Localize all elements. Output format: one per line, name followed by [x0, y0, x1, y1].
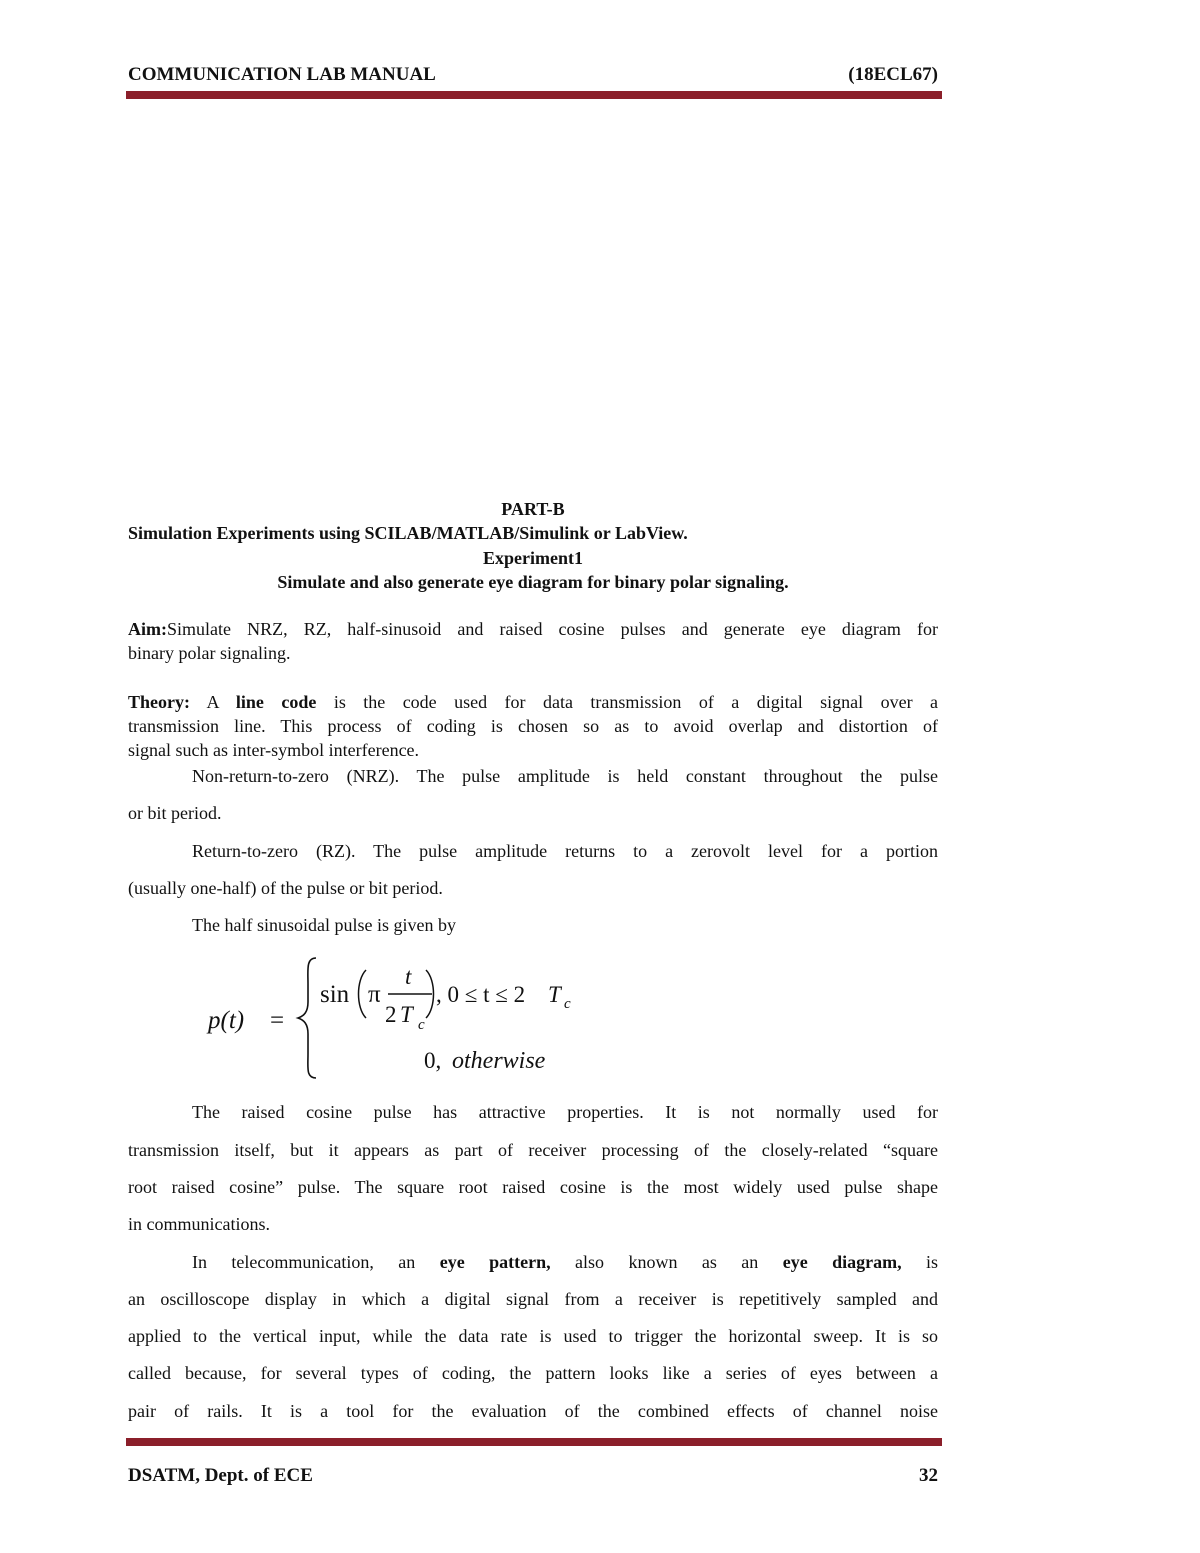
half-sinusoid-equation	[200, 950, 620, 1085]
equation-graphic	[200, 950, 620, 1085]
page-number: 32	[919, 1465, 938, 1486]
raised-cosine-line-4: in communications.	[128, 1214, 270, 1234]
header-course-code: (18ECL67)	[848, 64, 938, 85]
nrz-line-2: or bit period.	[128, 803, 222, 823]
eye-pattern-term: eye pattern,	[439, 1252, 551, 1272]
task-heading: Simulate and also generate eye diagram for binary polar signaling.	[277, 572, 789, 592]
aim-line-2: binary polar signaling.	[128, 643, 291, 663]
header-rule	[126, 91, 942, 99]
line-code-term: line code	[235, 692, 317, 712]
raised-cosine-line-3: root raised cosine” pulse. The square root raised cosine is the most widely used pulse shape	[128, 1177, 938, 1197]
nrz-line-1: Non-return-to-zero (NRZ). The pulse amplitude is held constant throughout the pulse	[192, 766, 938, 786]
theory-line-3: signal such as inter-symbol interference.	[128, 740, 420, 760]
eye-line-1: In telecommunication, an eye pattern, also known as an eye diagram, is	[192, 1252, 939, 1272]
eye-diagram-term: eye diagram,	[782, 1252, 902, 1272]
rz-line-2: (usually one-half) of the pulse or bit period.	[128, 878, 443, 898]
eq-den-sub-c: c	[418, 1017, 425, 1033]
left-paren	[359, 970, 367, 1018]
eq-otherwise: otherwise	[452, 1048, 546, 1074]
part-heading: PART-B	[501, 499, 565, 519]
eq-sin: sin	[320, 981, 350, 1008]
rz-line-1: Return-to-zero (RZ). The pulse amplitude returns to a zerovolt level for a portion	[192, 841, 938, 861]
raised-cosine-line-1: The raised cosine pulse has attractive properties. It is not normally used for	[192, 1102, 938, 1122]
theory-line-2: transmission line. This process of coding is chosen so as to avoid overlap and distortion of	[128, 716, 938, 736]
experiment-heading: Experiment1	[483, 548, 583, 568]
page-header	[128, 64, 938, 90]
eye-line-5: pair of rails. It is a tool for the evaluation of the combined effects of channel noise	[128, 1401, 938, 1421]
page-footer	[128, 1465, 938, 1491]
eye-line-4: called because, for several types of coding, the pattern looks like a series of eyes between a	[128, 1363, 938, 1383]
eq-den-T: T	[400, 1002, 413, 1027]
subtitle-heading: Simulation Experiments using SCILAB/MATLAB/Simulink or LabView.	[128, 523, 688, 543]
eq-pi: π	[368, 981, 381, 1008]
theory-label: Theory:	[128, 692, 190, 712]
eq-equals: =	[270, 1007, 285, 1034]
footer-department: DSATM, Dept. of ECE	[128, 1465, 313, 1486]
eq-lhs: p(t)	[208, 1007, 245, 1034]
eq-numerator: t	[405, 964, 412, 989]
eq-zero: 0,	[424, 1048, 442, 1073]
eq-cond-sub-c: c	[564, 996, 571, 1012]
eq-cond-T: T	[548, 982, 561, 1007]
eq-condition: , 0 ≤ t ≤ 2	[436, 982, 526, 1007]
raised-cosine-line-2: transmission itself, but it appears as part of receiver processing of the closely-related “square	[128, 1140, 938, 1160]
footer-rule	[126, 1438, 942, 1446]
header-title: COMMUNICATION LAB MANUAL	[128, 64, 436, 85]
eye-line-2: an oscilloscope display in which a digital signal from a receiver is repetitively sampled and	[128, 1289, 938, 1309]
eq-den-2: 2	[385, 1002, 397, 1027]
aim-line-1: Aim:Simulate NRZ, RZ, half-sinusoid and raised cosine pulses and generate eye diagram for	[128, 619, 938, 639]
theory-line-1: Theory: A line code is the code used for data transmission of a digital signal over a	[128, 692, 939, 712]
brace-shape	[298, 958, 316, 1078]
half-sinusoid-intro: The half sinusoidal pulse is given by	[192, 915, 456, 935]
aim-label: Aim:	[128, 619, 167, 639]
eye-line-3: applied to the vertical input, while the data rate is used to trigger the horizontal sweep. It is so	[128, 1326, 938, 1346]
